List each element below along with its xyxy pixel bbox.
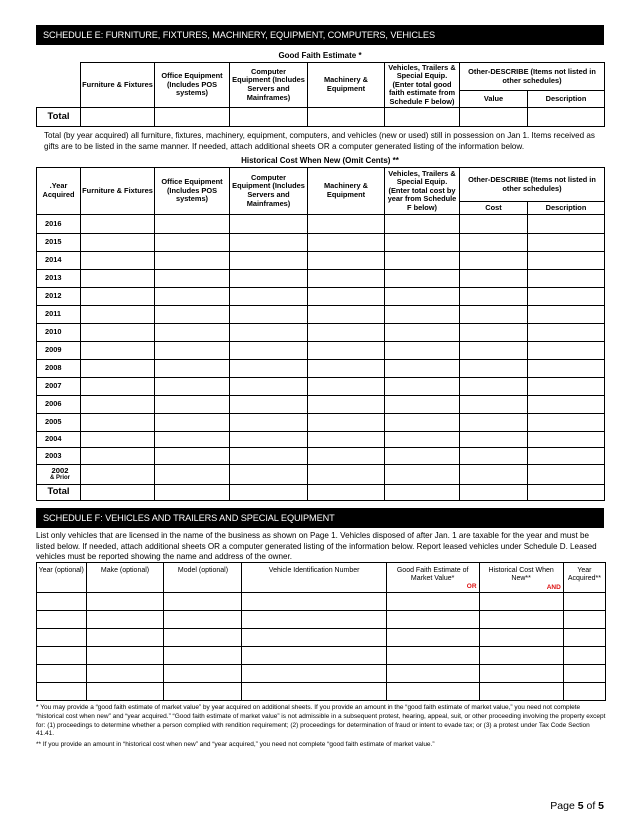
hc-cell[interactable]: [308, 215, 385, 234]
year-label: 2009: [37, 342, 81, 360]
hc-cell[interactable]: [385, 414, 460, 432]
year-label: 2016: [37, 215, 81, 234]
col-machinery-equipment: Machinery & Equipment: [308, 168, 385, 215]
hc-cell[interactable]: [81, 270, 155, 288]
hc-cell[interactable]: [385, 432, 460, 448]
year-label: 2014: [37, 252, 81, 270]
hc-cell[interactable]: [155, 342, 230, 360]
hc-cell[interactable]: [155, 215, 230, 234]
schedule-f-header: SCHEDULE F: VEHICLES AND TRAILERS AND SPECIAL EQUIPMENT: [36, 508, 604, 528]
hc-cell[interactable]: [230, 306, 308, 324]
gfe-total-cell[interactable]: [155, 108, 230, 127]
hc-cell[interactable]: [460, 378, 528, 396]
hc-total-label: Total: [37, 485, 81, 501]
gfe-total-cell[interactable]: [230, 108, 308, 127]
col-value: Value: [460, 91, 528, 108]
col-good-faith-estimate: Good Faith Estimate of Market Value* OR: [386, 563, 479, 593]
year-row: [37, 360, 605, 378]
year-label: 2005: [37, 414, 81, 432]
col-office-equipment: Office Equipment (Includes POS systems): [155, 63, 230, 108]
hc-cell[interactable]: [81, 215, 155, 234]
hc-cell[interactable]: [81, 432, 155, 448]
hc-cell[interactable]: [81, 396, 155, 414]
hc-cell[interactable]: [155, 465, 230, 485]
hc-cell[interactable]: [385, 324, 460, 342]
total-label: Total: [37, 108, 81, 127]
vehicle-table: [36, 562, 606, 701]
hc-cell[interactable]: [230, 270, 308, 288]
hc-cell[interactable]: [528, 252, 605, 270]
vehicle-row: [37, 629, 606, 647]
hc-cell[interactable]: [81, 288, 155, 306]
or-label: OR: [466, 582, 477, 590]
hc-cell[interactable]: [385, 215, 460, 234]
hc-cell[interactable]: [460, 448, 528, 465]
hc-cell[interactable]: [81, 342, 155, 360]
hc-cell[interactable]: [308, 342, 385, 360]
year-row: [37, 252, 605, 270]
hc-cell[interactable]: [81, 378, 155, 396]
vehicle-cell[interactable]: [563, 593, 605, 611]
schedule-f-intro: List only vehicles that are licensed in the name of the business as shown on Page 1. Vehicles disposed of after Jan. 1 are taxable for the year and must be listed below. If needed, attach additional sheets OR a computer generated listing of the information below. Report leased vehicles under Schedule D. Leased vehicles must be reported showing the name and address of the owner.: [36, 531, 597, 562]
hc-cell[interactable]: [385, 288, 460, 306]
hc-cell[interactable]: [460, 288, 528, 306]
vehicle-cell[interactable]: [164, 647, 242, 665]
hc-cell[interactable]: [528, 378, 605, 396]
hc-cell[interactable]: [230, 465, 308, 485]
year-row: [37, 378, 605, 396]
hc-cell[interactable]: [528, 288, 605, 306]
schedule-e-header: SCHEDULE E: FURNITURE, FIXTURES, MACHINERY, EQUIPMENT, COMPUTERS, VEHICLES: [36, 25, 604, 45]
vehicle-cell[interactable]: [479, 665, 563, 683]
hc-cell[interactable]: [230, 448, 308, 465]
col-office-equipment: Office Equipment (Includes POS systems): [155, 168, 230, 215]
vehicle-cell[interactable]: [563, 629, 605, 647]
hc-cell[interactable]: [81, 234, 155, 252]
hc-cell[interactable]: [460, 215, 528, 234]
hc-cell[interactable]: [308, 378, 385, 396]
col-historical-cost: Historical Cost When New** AND: [479, 563, 563, 593]
footnote-historical-cost: ** If you provide an amount in “historical cost when new” and “year acquired,” you need not complete “good faith estimate of market value.”: [36, 741, 435, 748]
vehicle-cell[interactable]: [37, 665, 87, 683]
hc-total-cell[interactable]: [308, 485, 385, 501]
year-label: 2006: [37, 396, 81, 414]
vehicle-row: [37, 611, 606, 629]
hc-cell[interactable]: [308, 288, 385, 306]
vehicle-cell[interactable]: [164, 611, 242, 629]
vehicle-cell[interactable]: [386, 593, 479, 611]
year-row: [37, 448, 605, 465]
col-description: Description: [528, 202, 605, 215]
hc-cell[interactable]: [155, 288, 230, 306]
hc-cell[interactable]: [385, 448, 460, 465]
hc-cell[interactable]: [460, 432, 528, 448]
vehicle-cell[interactable]: [86, 629, 164, 647]
vehicle-cell[interactable]: [242, 647, 386, 665]
hc-cell[interactable]: [308, 324, 385, 342]
vehicle-cell[interactable]: [479, 629, 563, 647]
hc-cell[interactable]: [460, 234, 528, 252]
hc-cell[interactable]: [385, 396, 460, 414]
hc-cell[interactable]: [230, 396, 308, 414]
col-machinery-equipment: Machinery & Equipment: [308, 63, 385, 108]
page-number: Page 5 of 5: [550, 800, 604, 812]
vehicle-cell[interactable]: [86, 593, 164, 611]
hc-cell[interactable]: [230, 342, 308, 360]
hc-cell[interactable]: [155, 270, 230, 288]
hc-cell[interactable]: [460, 324, 528, 342]
hc-cell[interactable]: [81, 252, 155, 270]
good-faith-estimate-caption: Good Faith Estimate *: [278, 51, 362, 60]
hc-cell[interactable]: [460, 465, 528, 485]
col-make-optional: Make (optional): [86, 563, 164, 593]
col-year-acquired: Year Acquired**: [563, 563, 605, 593]
hc-cell[interactable]: [155, 324, 230, 342]
vehicle-cell[interactable]: [563, 647, 605, 665]
vehicle-cell[interactable]: [563, 611, 605, 629]
hc-cell[interactable]: [460, 414, 528, 432]
col-description: Description: [528, 91, 605, 108]
gfe-total-cell[interactable]: [460, 108, 528, 127]
year-row: [37, 306, 605, 324]
hc-cell[interactable]: [308, 465, 385, 485]
and-label: AND: [546, 583, 561, 591]
year-row: [37, 324, 605, 342]
vehicle-cell[interactable]: [164, 593, 242, 611]
gfe-total-cell[interactable]: [81, 108, 155, 127]
hc-cell[interactable]: [155, 252, 230, 270]
hc-cell[interactable]: [81, 448, 155, 465]
vehicle-cell[interactable]: [386, 629, 479, 647]
historical-cost-table: [36, 167, 605, 501]
col-year-acquired: .Year Acquired: [37, 168, 81, 215]
year-row: [37, 396, 605, 414]
hc-cell[interactable]: [81, 465, 155, 485]
vehicle-cell[interactable]: [242, 683, 386, 701]
col-other-describe: Other-DESCRIBE (Items not listed in other schedules): [460, 168, 605, 202]
hc-cell[interactable]: [308, 252, 385, 270]
col-furniture-fixtures: Furniture & Fixtures: [81, 63, 155, 108]
hc-cell[interactable]: [385, 252, 460, 270]
col-vehicles-trailers: Vehicles, Trailers & Special Equip. (Enter total good faith estimate from Schedule F below): [385, 63, 460, 108]
prior-year-label: 2002 & Prior: [37, 465, 81, 485]
schedule-e-note: Total (by year acquired) all furniture, fixtures, machinery, equipment, computers, and vehicles (new or used) still in possession on Jan 1. Items received as gifts are to be listed in the same manner. If needed, attach additional sheets OR a computer generated listing of the information below.: [44, 131, 595, 151]
hc-cell[interactable]: [230, 360, 308, 378]
col-computer-equipment: Computer Equipment (Includes Servers and Mainframes): [230, 63, 308, 108]
vehicle-cell[interactable]: [86, 683, 164, 701]
col-cost: Cost: [460, 202, 528, 215]
vehicle-cell[interactable]: [386, 611, 479, 629]
hc-cell[interactable]: [385, 234, 460, 252]
hc-cell[interactable]: [308, 448, 385, 465]
hc-cell[interactable]: [528, 324, 605, 342]
vehicle-cell[interactable]: [479, 593, 563, 611]
vehicle-cell[interactable]: [242, 665, 386, 683]
historical-cost-caption: Historical Cost When New (Omit Cents) **: [241, 156, 399, 165]
hc-cell[interactable]: [528, 342, 605, 360]
hc-cell[interactable]: [155, 378, 230, 396]
hc-cell[interactable]: [155, 234, 230, 252]
year-label: 2015: [37, 234, 81, 252]
col-year-optional: Year (optional): [37, 563, 87, 593]
hc-cell[interactable]: [385, 465, 460, 485]
year-label: 2013: [37, 270, 81, 288]
good-faith-estimate-table: [36, 62, 605, 127]
col-computer-equipment: Computer Equipment (Includes Servers and Mainframes): [230, 168, 308, 215]
hc-cell[interactable]: [528, 234, 605, 252]
hc-cell[interactable]: [385, 270, 460, 288]
hc-cell[interactable]: [230, 288, 308, 306]
hc-total-cell[interactable]: [81, 485, 155, 501]
hc-cell[interactable]: [528, 396, 605, 414]
hc-cell[interactable]: [308, 270, 385, 288]
hc-cell[interactable]: [230, 378, 308, 396]
hc-cell[interactable]: [528, 465, 605, 485]
hc-cell[interactable]: [528, 270, 605, 288]
vehicle-cell[interactable]: [479, 683, 563, 701]
vehicle-cell[interactable]: [242, 593, 386, 611]
col-model-optional: Model (optional): [164, 563, 242, 593]
col-vehicles-trailers: Vehicles, Trailers & Special Equip. (Enter total cost by year from Schedule F below): [385, 168, 460, 215]
hc-cell[interactable]: [528, 432, 605, 448]
vehicle-cell[interactable]: [386, 647, 479, 665]
year-label: 2007: [37, 378, 81, 396]
vehicle-cell[interactable]: [242, 611, 386, 629]
hc-cell[interactable]: [81, 306, 155, 324]
hc-cell[interactable]: [528, 215, 605, 234]
hc-cell[interactable]: [385, 342, 460, 360]
hc-cell[interactable]: [385, 306, 460, 324]
gfe-total-cell[interactable]: [528, 108, 605, 127]
gfe-total-cell[interactable]: [308, 108, 385, 127]
hc-cell[interactable]: [460, 306, 528, 324]
footnote-good-faith: * You may provide a “good faith estimate of market value” by year acquired on additional sheets. If you provide an amount in the “good faith estimate of market value,” you need not complete “historical cost when new” and “year acquired.” “Good faith estimate of market value” is not admissible in a subsequent protest, hearing, appeal, suit, or other proceeding involving the property except for: (1) proceedings to determine whether a person complied with rendition requirement; (2) proceedings for determination of fraud or intent to evade tax; or (3) a protest under Tax Code Section 41.41.: [36, 704, 606, 738]
hc-cell[interactable]: [308, 306, 385, 324]
hc-cell[interactable]: [230, 414, 308, 432]
year-row: [37, 270, 605, 288]
hc-cell[interactable]: [230, 324, 308, 342]
hc-cell[interactable]: [460, 252, 528, 270]
year-row: [37, 342, 605, 360]
vehicle-cell[interactable]: [563, 665, 605, 683]
hc-cell[interactable]: [308, 234, 385, 252]
vehicle-cell[interactable]: [563, 683, 605, 701]
year-row: [37, 215, 605, 234]
hc-cell[interactable]: [230, 234, 308, 252]
hc-cell[interactable]: [308, 432, 385, 448]
gfe-total-cell[interactable]: [385, 108, 460, 127]
year-label: 2011: [37, 306, 81, 324]
hc-cell[interactable]: [385, 378, 460, 396]
hc-total-cell[interactable]: [155, 485, 230, 501]
hc-cell[interactable]: [81, 324, 155, 342]
hc-cell[interactable]: [528, 306, 605, 324]
year-row: [37, 234, 605, 252]
hc-cell[interactable]: [155, 306, 230, 324]
hc-cell[interactable]: [155, 432, 230, 448]
hc-cell[interactable]: [308, 414, 385, 432]
hc-total-cell[interactable]: [528, 485, 605, 501]
vehicle-cell[interactable]: [164, 629, 242, 647]
hc-total-cell[interactable]: [230, 485, 308, 501]
vehicle-cell[interactable]: [37, 647, 87, 665]
vehicle-cell[interactable]: [86, 647, 164, 665]
year-label: 2003: [37, 448, 81, 465]
hc-cell[interactable]: [155, 360, 230, 378]
vehicle-row: [37, 683, 606, 701]
hc-cell[interactable]: [460, 342, 528, 360]
hc-cell[interactable]: [460, 270, 528, 288]
hc-cell[interactable]: [528, 360, 605, 378]
vehicle-cell[interactable]: [164, 683, 242, 701]
year-row: [37, 288, 605, 306]
hc-cell[interactable]: [528, 414, 605, 432]
hc-cell[interactable]: [81, 360, 155, 378]
vehicle-cell[interactable]: [37, 611, 87, 629]
vehicle-cell[interactable]: [86, 611, 164, 629]
hc-total-cell[interactable]: [460, 485, 528, 501]
year-row: [37, 414, 605, 432]
hc-cell[interactable]: [230, 252, 308, 270]
vehicle-cell[interactable]: [37, 629, 87, 647]
vehicle-cell[interactable]: [164, 665, 242, 683]
year-row: [37, 432, 605, 448]
hc-cell[interactable]: [230, 215, 308, 234]
hc-cell[interactable]: [460, 360, 528, 378]
hc-cell[interactable]: [308, 396, 385, 414]
hc-total-cell[interactable]: [385, 485, 460, 501]
year-label: 2004: [37, 432, 81, 448]
year-label: 2012: [37, 288, 81, 306]
col-other-describe: Other-DESCRIBE (Items not listed in other schedules): [460, 63, 605, 91]
vehicle-cell[interactable]: [242, 629, 386, 647]
hc-cell[interactable]: [308, 360, 385, 378]
col-furniture-fixtures: Furniture & Fixtures: [81, 168, 155, 215]
vehicle-cell[interactable]: [386, 665, 479, 683]
year-label: 2008: [37, 360, 81, 378]
vehicle-cell[interactable]: [386, 683, 479, 701]
vehicle-cell[interactable]: [479, 647, 563, 665]
year-label: 2010: [37, 324, 81, 342]
hc-cell[interactable]: [230, 432, 308, 448]
hc-cell[interactable]: [155, 396, 230, 414]
col-vin: Vehicle Identification Number: [242, 563, 386, 593]
hc-cell[interactable]: [155, 414, 230, 432]
vehicle-row: [37, 647, 606, 665]
hc-cell[interactable]: [81, 414, 155, 432]
vehicle-row: [37, 593, 606, 611]
vehicle-row: [37, 665, 606, 683]
vehicle-cell[interactable]: [37, 593, 87, 611]
vehicle-cell[interactable]: [479, 611, 563, 629]
hc-cell[interactable]: [460, 396, 528, 414]
hc-cell[interactable]: [155, 448, 230, 465]
vehicle-cell[interactable]: [86, 665, 164, 683]
hc-cell[interactable]: [385, 360, 460, 378]
hc-cell[interactable]: [528, 448, 605, 465]
vehicle-cell[interactable]: [37, 683, 87, 701]
